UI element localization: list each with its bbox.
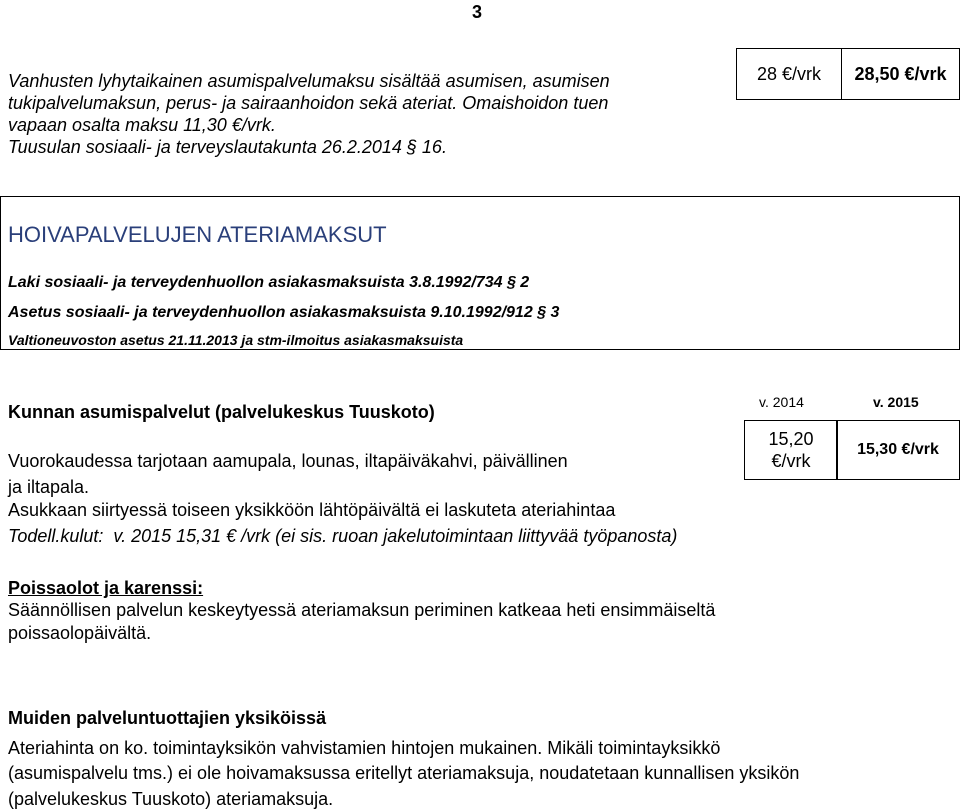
kunnan-heading: Kunnan asumispalvelut (palvelukeskus Tuuskoto) xyxy=(8,402,435,422)
price-2014-cell xyxy=(744,420,838,480)
intro-line: vapaan osalta maksu 11,30 €/vrk. xyxy=(8,115,276,135)
other-providers-text-line: Ateriahinta on ko. toimintayksikön vahvistamien hintojen mukainen. Mikäli toimintayksikkö xyxy=(8,738,721,758)
absences-text-line: Säännöllisen palvelun keskeytyessä ateriamaksun periminen katkeaa heti ensimmäiseltä xyxy=(8,600,716,620)
intro-line: Vanhusten lyhytaikainen asumispalvelumaksu sisältää asumisen, asumisen xyxy=(8,71,610,91)
intro-line: Tuusulan sosiaali- ja terveyslautakunta 26.2.2014 § 16. xyxy=(8,137,447,157)
section-title: HOIVAPALVELUJEN ATERIAMAKSUT xyxy=(8,222,387,247)
absences-text-line: poissaolopäivältä. xyxy=(8,623,152,643)
law-reference: Asetus sosiaali- ja terveydenhuollon asiakasmaksuista 9.10.1992/912 § 3 xyxy=(8,304,560,321)
price-2014-unit: €/vrk xyxy=(771,451,811,471)
price-2014-amount: 15,20 xyxy=(768,429,814,449)
intro-line: tukipalvelumaksun, perus- ja sairaanhoidon sekä ateriat. Omaishoidon tuen xyxy=(8,93,609,113)
price-new: 28,50 €/vrk xyxy=(854,63,947,84)
law-reference: Valtioneuvoston asetus 21.11.2013 ja stm-ilmoitus asiakasmaksuista xyxy=(8,332,464,348)
price-box xyxy=(736,48,960,100)
absences-heading: Poissaolot ja karenssi: xyxy=(8,578,204,598)
law-reference: Laki sosiaali- ja terveydenhuollon asiakasmaksuista 3.8.1992/734 § 2 xyxy=(8,274,530,291)
other-providers-text-line: (asumispalvelu tms.) ei ole hoivamaksussa eritellyt ateriamaksuja, noudatetaan kunnallisen yksikön xyxy=(8,763,800,783)
price-old: 28 €/vrk xyxy=(737,49,842,99)
year-2014-label: v. 2014 xyxy=(759,394,804,410)
intro-paragraph xyxy=(8,70,610,158)
actual-cost-line xyxy=(8,526,677,547)
price-2015-cell: 15,30 €/vrk xyxy=(836,420,960,480)
kunnan-text-line: Vuorokaudessa tarjotaan aamupala, lounas, iltapäiväkahvi, päivällinen xyxy=(8,451,568,471)
other-providers-heading: Muiden palveluntuottajien yksiköissä xyxy=(8,708,327,728)
kunnan-text-line: ja iltapala. xyxy=(8,477,90,497)
actual-cost-value: 15,31 € /vrk (ei sis. ruoan jakelutoimintaan liittyvää työpanosta) xyxy=(176,526,678,546)
kunnan-text-line: Asukkaan siirtyessä toiseen yksikköön lähtöpäivältä ei laskuteta ateriahintaa xyxy=(8,500,616,520)
section-box xyxy=(0,196,960,350)
actual-cost-label: Todell.kulut: v. 2015 xyxy=(8,526,172,546)
year-2015-label: v. 2015 xyxy=(873,394,919,410)
page-number: 3 xyxy=(472,2,483,22)
other-providers-text-line: (palvelukeskus Tuuskoto) ateriamaksuja. xyxy=(8,789,334,809)
